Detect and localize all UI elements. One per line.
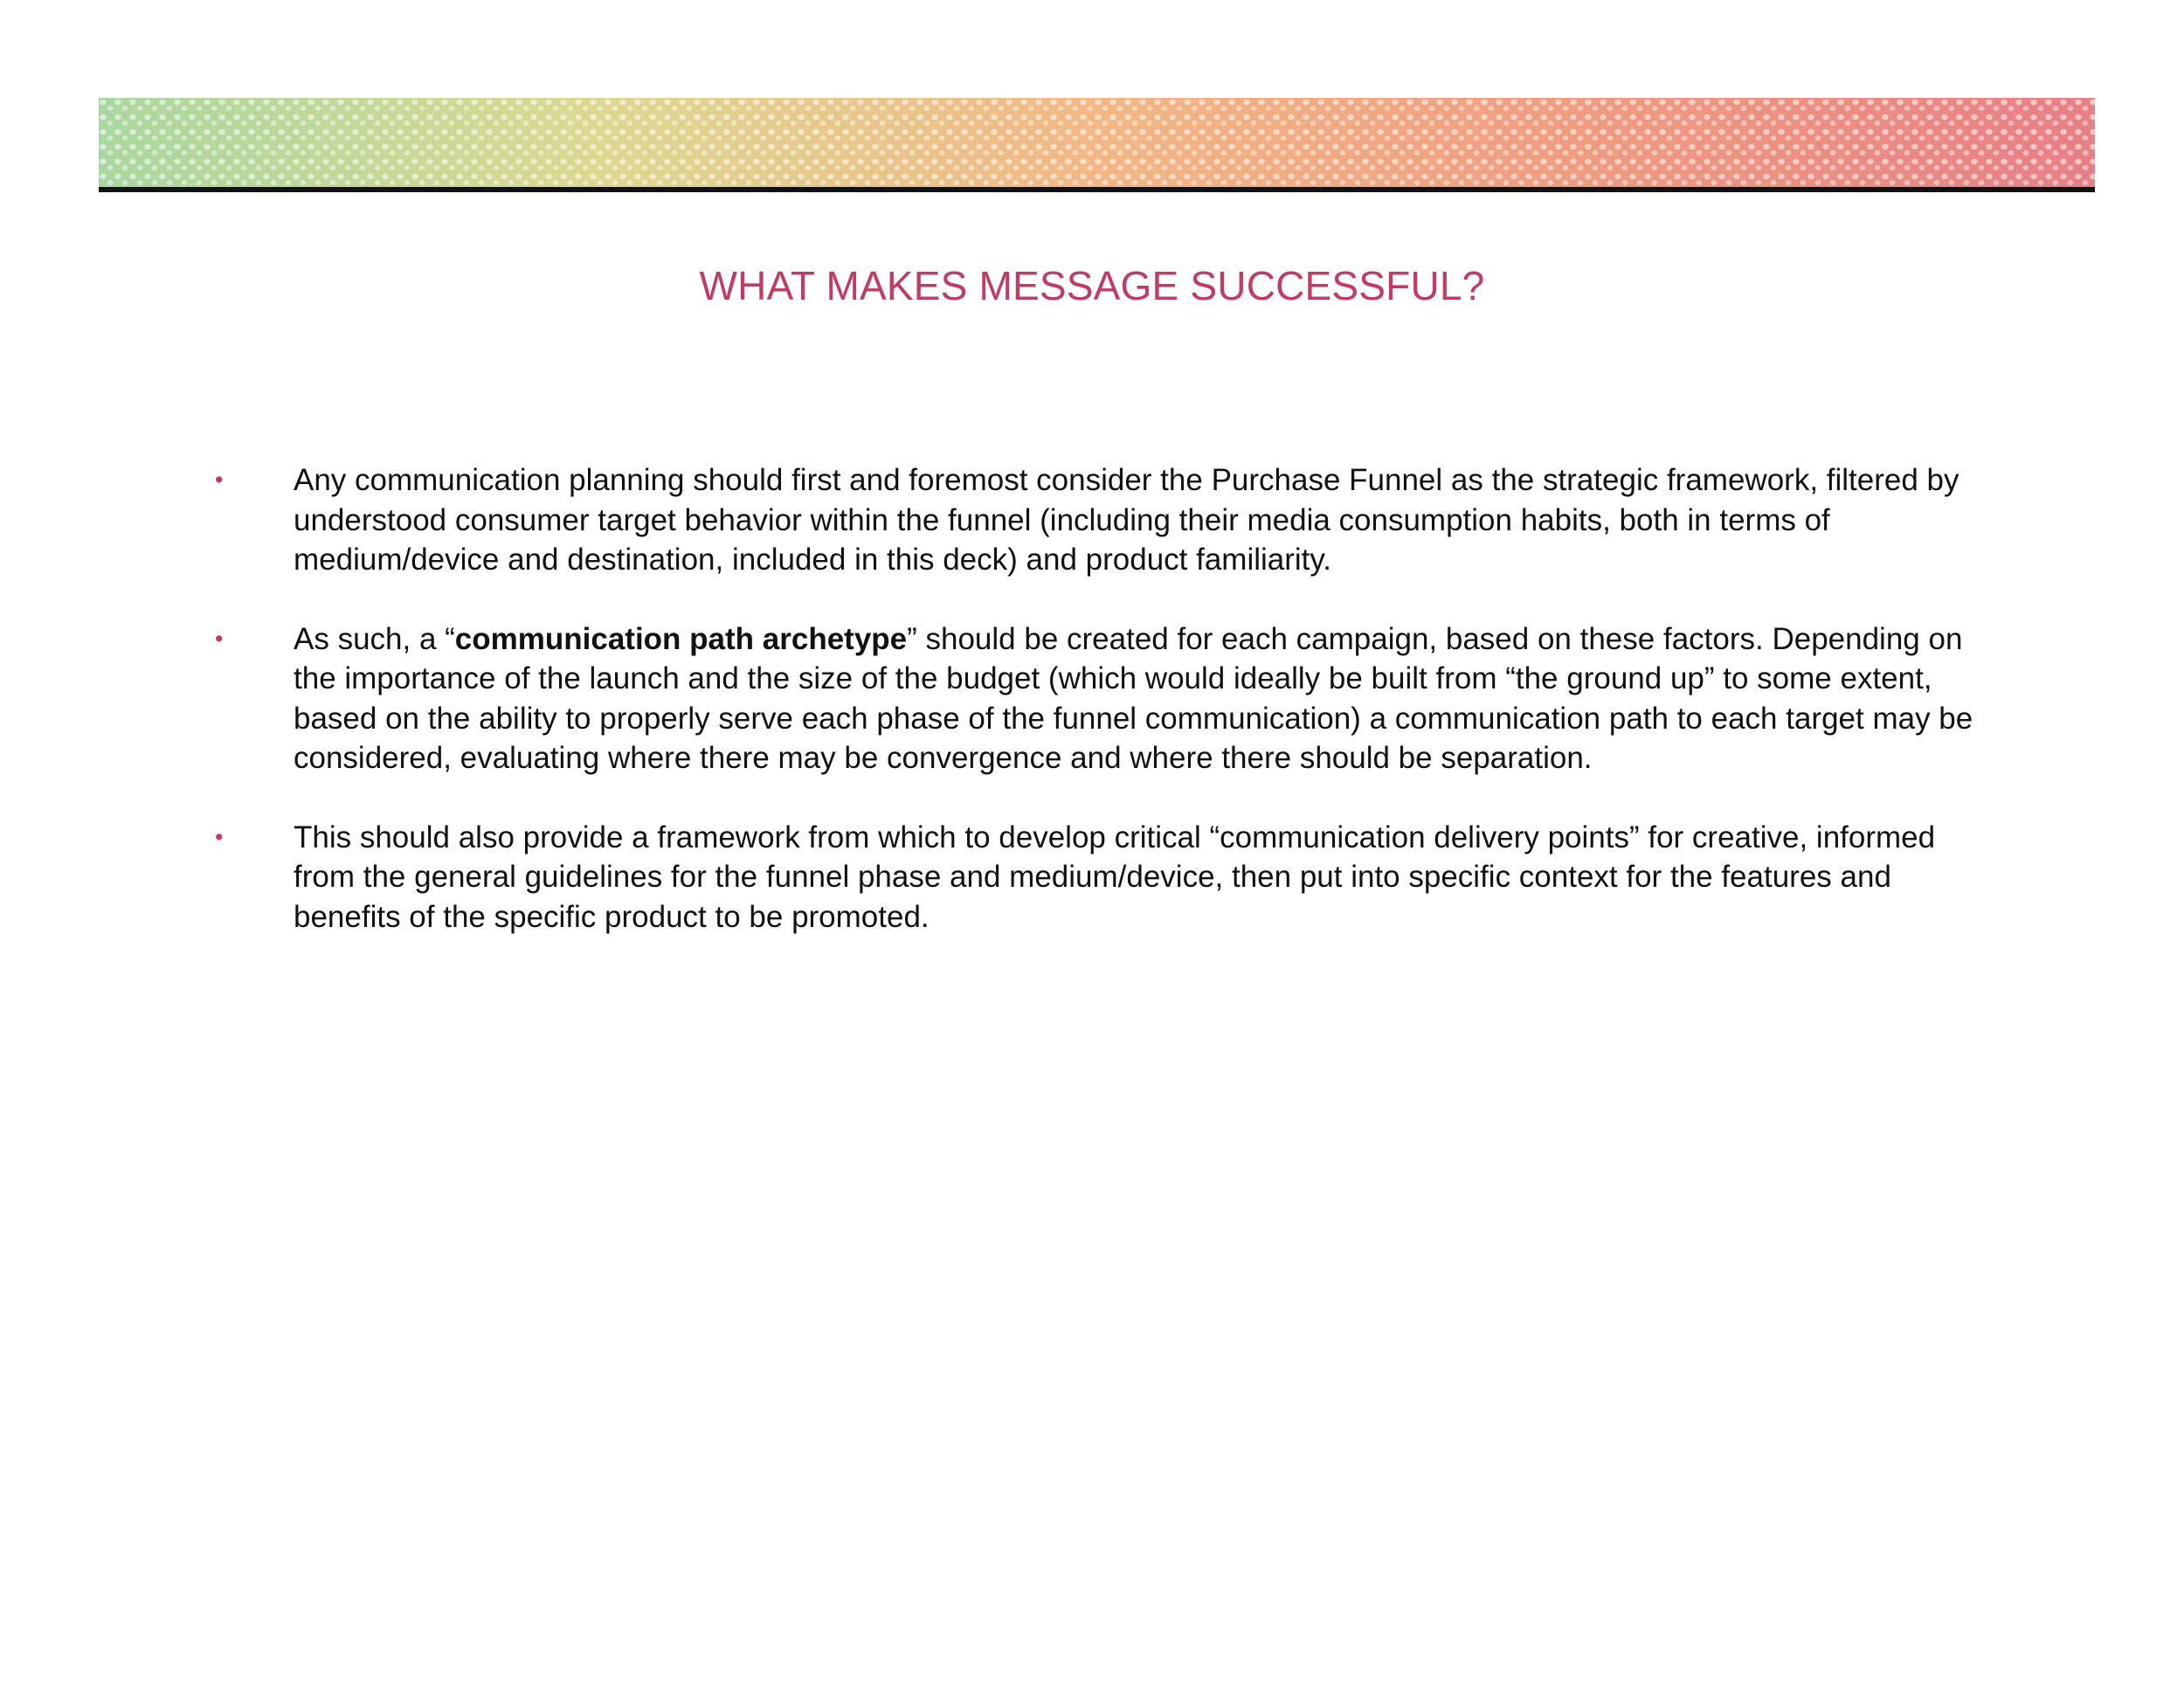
bullet-text: This should also provide a framework from which to develop critical “communication delivery points” for creative, informed from the general guidelines for the funnel phase and medium/device, then put into specific context for the features and benefits of the specific product to be promoted. xyxy=(294,820,1936,934)
page-title: WHAT MAKES MESSAGE SUCCESSFUL? xyxy=(699,263,1485,308)
bullet-text-rest: ” should be created for each campaign, based on these factors. Depending on the importance of the launch and the size of the budget (which would ideally be built from “the ground up” to some extent, based on the ability to properly serve each phase of the funnel communication) a communication path to each target may be considered, evaluating where there may be convergence and where there should be separation. xyxy=(294,621,1973,775)
bullet-marker: • xyxy=(215,467,224,493)
bullet-list xyxy=(215,460,1980,937)
bullet-item xyxy=(215,619,1980,778)
dotted-gradient-banner-image xyxy=(99,98,2095,189)
header-banner xyxy=(99,98,2095,189)
bullet-text: Any communication planning should first and foremost consider the Purchase Funnel as the strategic framework, filtered by understood consumer target behavior within the funnel (including their media consumption habits, both in terms of medium/device and destination, included in this deck) and product familiarity. xyxy=(294,463,1959,577)
bullet-text-lead: As such, a “ xyxy=(294,621,455,656)
bullet-text xyxy=(294,619,1980,778)
bullet-emphasis: communication path archetype xyxy=(454,621,908,656)
header-divider xyxy=(99,187,2095,192)
bullet-marker: • xyxy=(215,625,224,652)
bullet-item xyxy=(215,460,1980,580)
bullet-marker: • xyxy=(215,823,224,850)
bullet-item xyxy=(215,818,1980,937)
